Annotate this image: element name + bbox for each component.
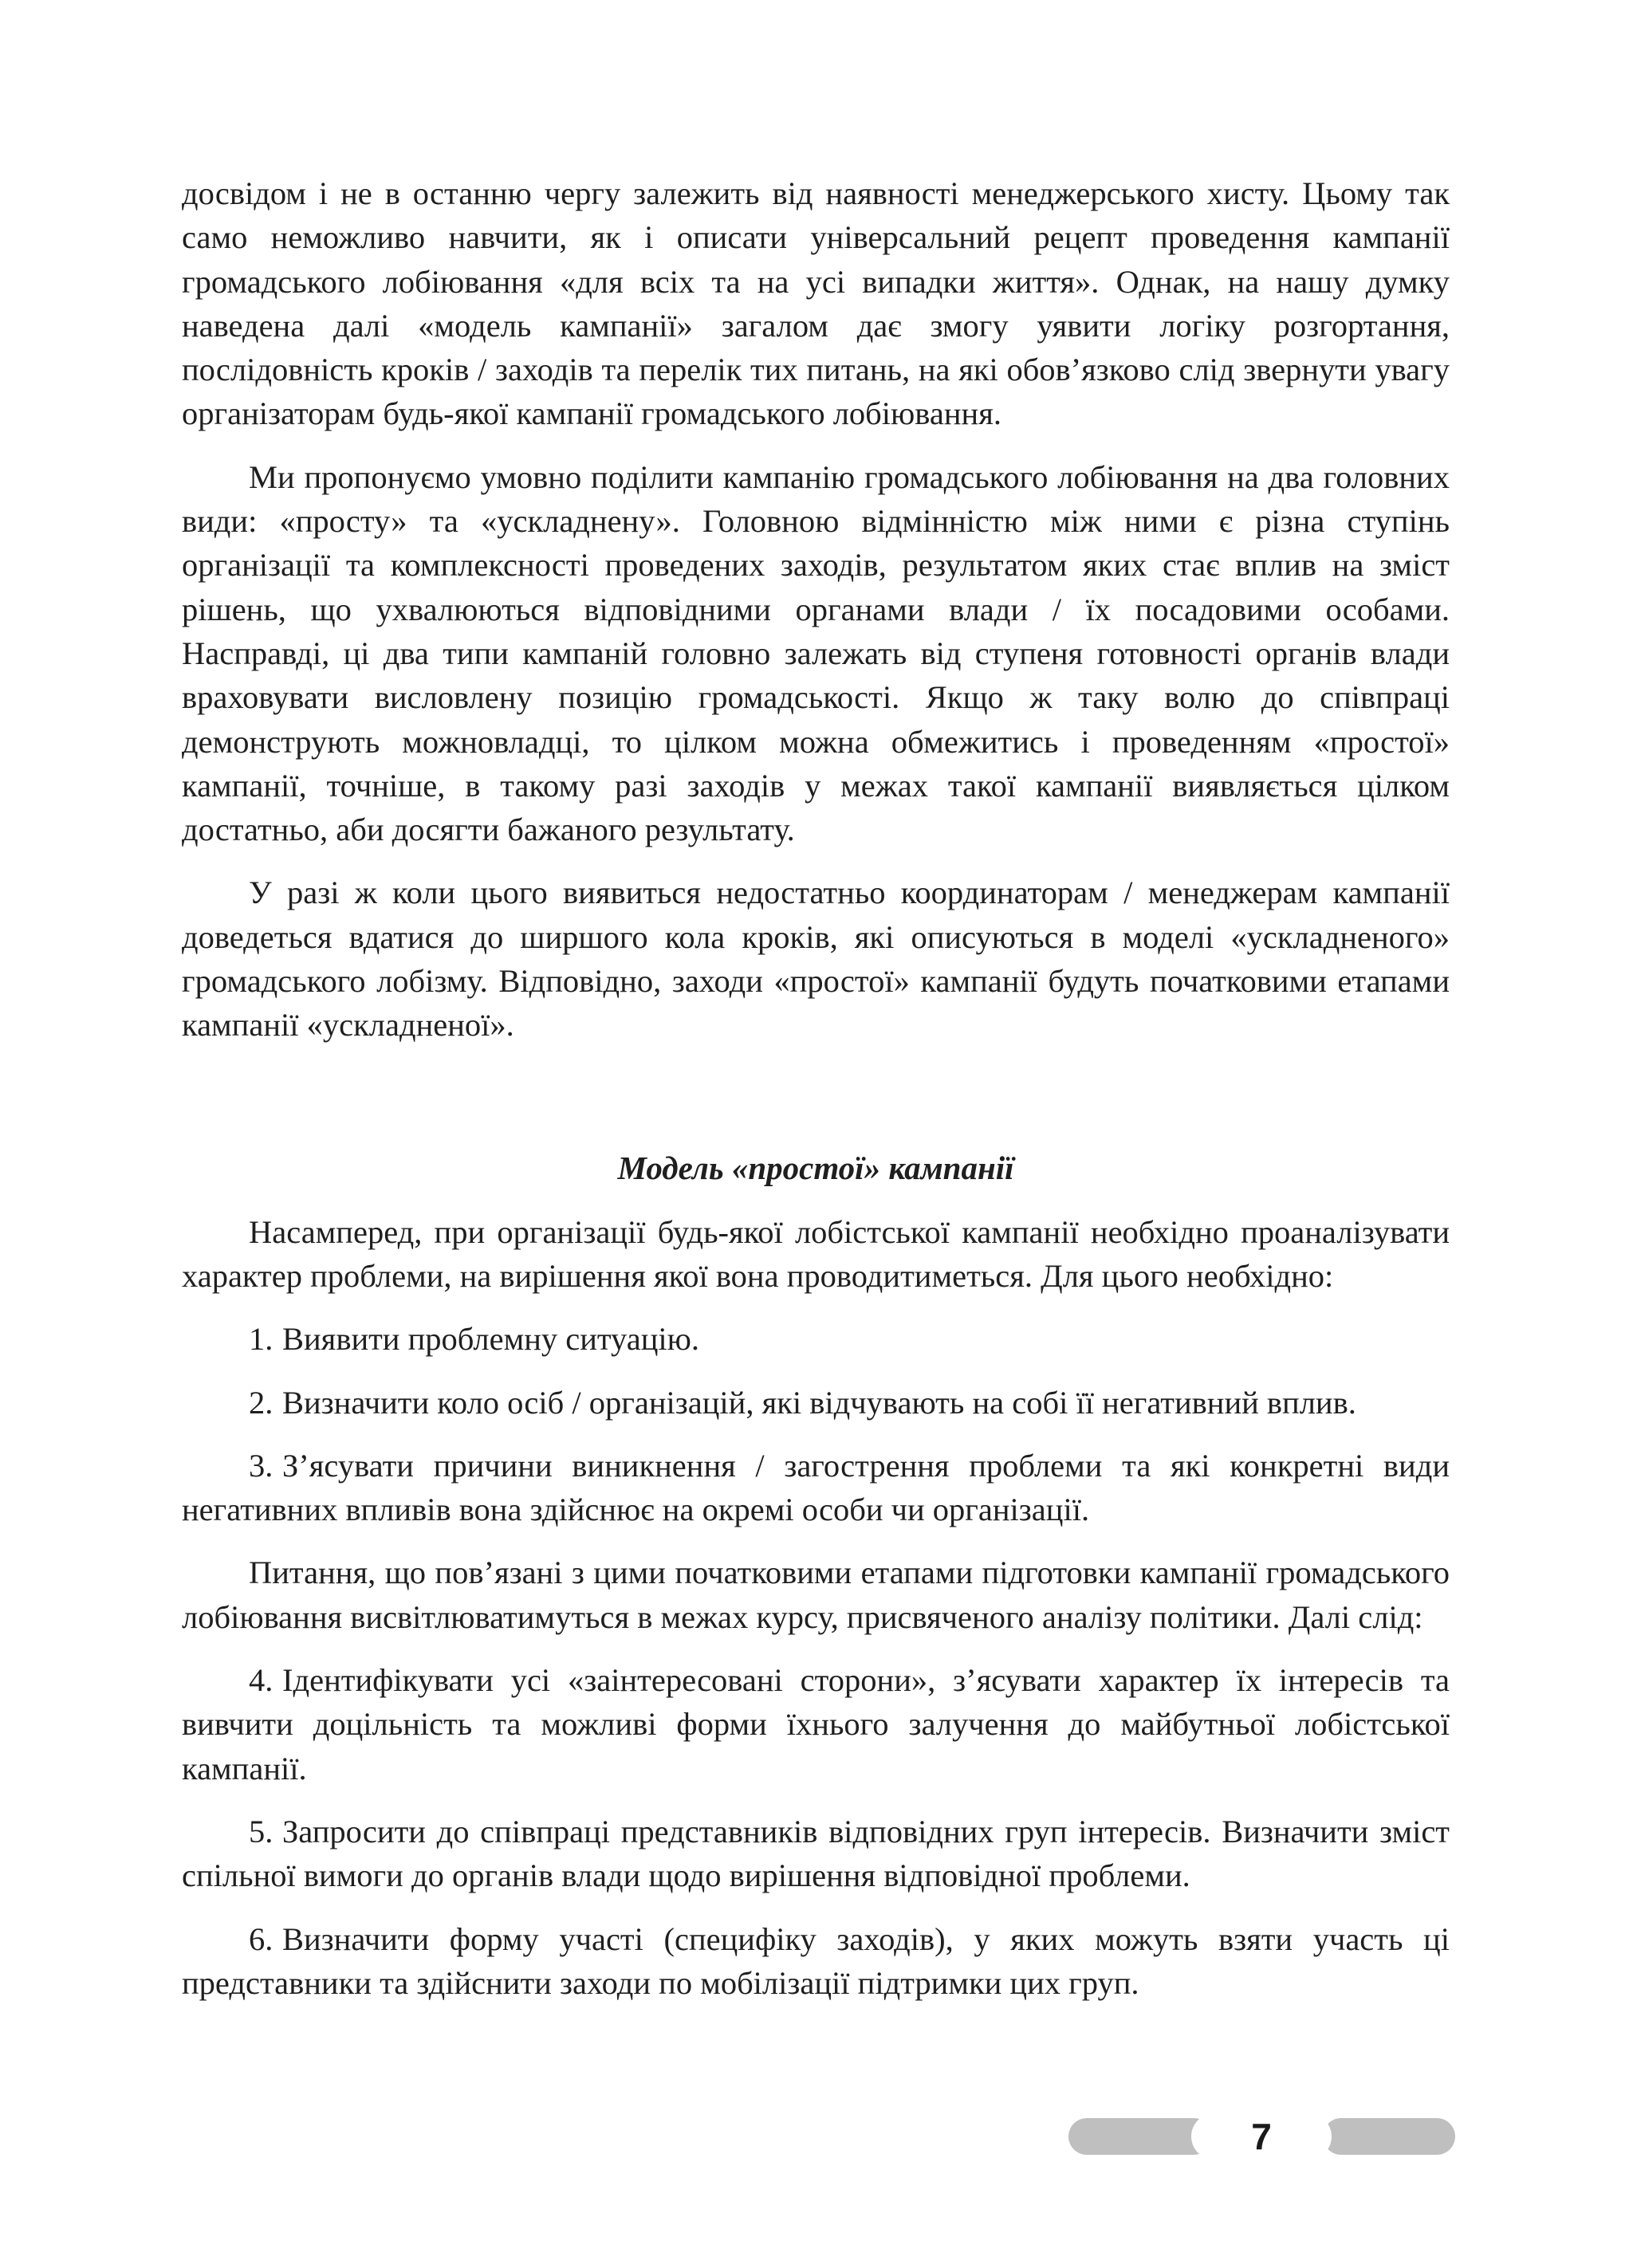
paragraph-intro-1: досвідом і не в останню чергу залежить від наявності менеджерського хисту. Цьому так само неможливо навчити, як і описати універсальний рецепт проведення кампанії громадського лобіювання «для всіх та на усі випадки життя». Однак, на нашу думку наведена далі «модель кампанії» загалом дає змогу уявити логіку розгортання, послідовність кроків / заходів та перелік тих питань, на які обов’язково слід звернути увагу організаторам будь-якої кампанії громадського лобіювання.	[182, 175, 1450, 432]
list-item-number: 5.	[249, 1813, 273, 1849]
list-item	[182, 1317, 1450, 1361]
list-item	[182, 1658, 1450, 1790]
page-number-bar-right	[1323, 2118, 1455, 2155]
section-title: Модель «простої» кампанії	[617, 1149, 1014, 1186]
list-item-number: 2.	[249, 1384, 273, 1421]
list-item-number: 6.	[249, 1920, 273, 1957]
section-lead-paragraph: Насамперед, при організації будь-якої лобістської кампанії необхідно проаналізувати характер проблеми, на вирішення якої вона проводитиметься. Для цього необхідно:	[182, 1213, 1450, 1294]
list-item	[182, 1381, 1450, 1425]
list-item-text: Визначити коло осіб / організацій, які відчувають на собі її негативний вплив.	[282, 1384, 1356, 1421]
list-item-text: З’ясувати причини виникнення / загострення проблеми та які конкретні види негативних впливів вона здійснює на окремі особи чи організації.	[182, 1447, 1450, 1528]
paragraph-intro-2: Ми пропонуємо умовно поділити кампанію громадського лобіювання на два головних види: «просту» та «ускладнену». Головною відмінністю між ними є різна ступінь організації та комплексності проведених заходів, результатом яких стає вплив на зміст рішень, що ухвалюються відповідними органами влади / їх посадовими особами. Насправді, ці два типи кампаній головно залежать від ступеня готовності органів влади враховувати висловлену позицію громадськості. Якщо ж таку волю до співпраці демонструють можновладці, то цілком можна обмежитись і проведенням «простої» кампанії, точніше, в такому разі заходів у межах такої кампанії виявляється цілком достатньо, аби досягти бажаного результату.	[182, 458, 1450, 848]
list-item	[182, 1810, 1450, 1898]
paragraph-intro-3: У разі ж коли цього виявиться недостатньо координаторам / менеджерам кампанії доведеться вдатися до ширшого кола кроків, які описуються в моделі «ускладненого» громадського лобізму. Відповідно, заходи «простої» кампанії будуть початковими етапами кампанії «ускладненої».	[182, 875, 1450, 1044]
list-item-text: Запросити до співпраці представників відповідних груп інтересів. Визначити зміст спільної вимоги до органів влади щодо вирішення відповідної проблеми.	[182, 1813, 1450, 1894]
list-item-text: Виявити проблемну ситуацію.	[282, 1321, 700, 1358]
page-number: 7	[1251, 2116, 1272, 2157]
list-item-number: 4.	[249, 1662, 273, 1699]
list-item-text: Ідентифікувати усі «заінтересовані сторони», з’ясувати характер їх інтересів та вивчити доцільність та можливі форми їхнього залучення до майбутньої лобістської кампанії.	[182, 1662, 1450, 1786]
page-number-bar	[1068, 2113, 1455, 2160]
page-body	[182, 171, 1450, 2005]
page-number-bar-left	[1068, 2118, 1212, 2155]
section-middle-paragraph: Питання, що пов’язані з цими початковими етапами підготовки кампанії громадського лобіювання висвітлюватимуться в межах курсу, присвяченого аналізу політики. Далі слід:	[182, 1555, 1450, 1635]
list-item	[182, 1917, 1450, 2006]
list-item	[182, 1444, 1450, 1532]
list-item-number: 1.	[249, 1321, 273, 1358]
list-item-text: Визначити форму участі (специфіку заходів), у яких можуть взяти участь ці представники та здійснити заходи по мобілізації підтримки цих груп.	[182, 1920, 1450, 2001]
list-item-number: 3.	[249, 1447, 273, 1484]
